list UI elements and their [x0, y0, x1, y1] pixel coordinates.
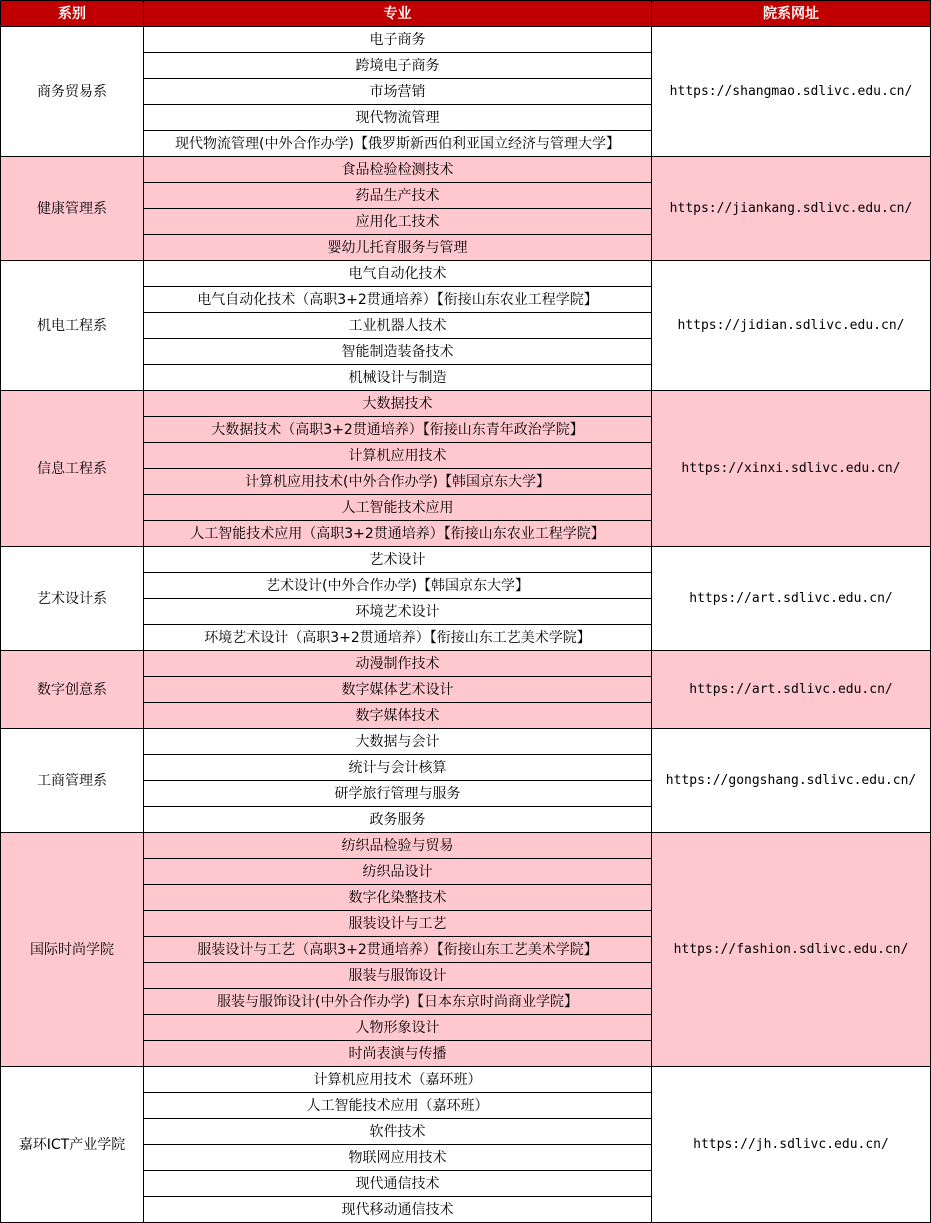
major-name: 服装与服饰设计 — [144, 963, 652, 989]
major-name: 物联网应用技术 — [144, 1145, 652, 1171]
major-name: 服装与服饰设计(中外合作办学)【日本东京时尚商业学院】 — [144, 989, 652, 1015]
major-name: 电子商务 — [144, 27, 652, 53]
major-name: 服装设计与工艺 — [144, 911, 652, 937]
table-row — [1, 27, 931, 53]
department-url: https://xinxi.sdlivc.edu.cn/ — [652, 391, 931, 547]
major-name: 婴幼儿托育服务与管理 — [144, 235, 652, 261]
table-row — [1, 729, 931, 755]
major-name: 计算机应用技术（嘉环班） — [144, 1067, 652, 1093]
header-row — [1, 1, 931, 27]
department-name: 信息工程系 — [1, 391, 144, 547]
major-name: 艺术设计(中外合作办学)【韩国京东大学】 — [144, 573, 652, 599]
major-name: 大数据技术 — [144, 391, 652, 417]
table-row — [1, 651, 931, 677]
major-name: 时尚表演与传播 — [144, 1041, 652, 1067]
department-name: 国际时尚学院 — [1, 833, 144, 1067]
major-name: 统计与会计核算 — [144, 755, 652, 781]
department-url: https://jiankang.sdlivc.edu.cn/ — [652, 157, 931, 261]
major-name: 现代通信技术 — [144, 1171, 652, 1197]
major-name: 人物形象设计 — [144, 1015, 652, 1041]
major-name: 现代物流管理 — [144, 105, 652, 131]
major-name: 电气自动化技术 — [144, 261, 652, 287]
table-row — [1, 833, 931, 859]
department-name: 商务贸易系 — [1, 27, 144, 157]
department-name: 艺术设计系 — [1, 547, 144, 651]
table-row — [1, 547, 931, 573]
major-name: 人工智能技术应用 — [144, 495, 652, 521]
major-name: 艺术设计 — [144, 547, 652, 573]
major-name: 动漫制作技术 — [144, 651, 652, 677]
major-name: 人工智能技术应用（嘉环班） — [144, 1093, 652, 1119]
header-major: 专业 — [144, 1, 652, 27]
major-name: 机械设计与制造 — [144, 365, 652, 391]
header-url: 院系网址 — [652, 1, 931, 27]
table-body — [1, 27, 931, 1223]
major-name: 药品生产技术 — [144, 183, 652, 209]
table-row — [1, 391, 931, 417]
table-row — [1, 261, 931, 287]
department-name: 嘉环ICT产业学院 — [1, 1067, 144, 1223]
major-name: 人工智能技术应用（高职3+2贯通培养）【衔接山东农业工程学院】 — [144, 521, 652, 547]
major-name: 研学旅行管理与服务 — [144, 781, 652, 807]
major-name: 现代移动通信技术 — [144, 1197, 652, 1223]
major-name: 数字媒体艺术设计 — [144, 677, 652, 703]
major-name: 数字化染整技术 — [144, 885, 652, 911]
department-url: https://art.sdlivc.edu.cn/ — [652, 547, 931, 651]
major-name: 环境艺术设计（高职3+2贯通培养）【衔接山东工艺美术学院】 — [144, 625, 652, 651]
major-name: 环境艺术设计 — [144, 599, 652, 625]
department-name: 工商管理系 — [1, 729, 144, 833]
department-url: https://jidian.sdlivc.edu.cn/ — [652, 261, 931, 391]
major-name: 计算机应用技术 — [144, 443, 652, 469]
major-name: 服装设计与工艺（高职3+2贯通培养）【衔接山东工艺美术学院】 — [144, 937, 652, 963]
department-name: 机电工程系 — [1, 261, 144, 391]
major-name: 纺织品设计 — [144, 859, 652, 885]
major-name: 电气自动化技术（高职3+2贯通培养）【衔接山东农业工程学院】 — [144, 287, 652, 313]
major-name: 政务服务 — [144, 807, 652, 833]
department-name: 数字创意系 — [1, 651, 144, 729]
major-name: 跨境电子商务 — [144, 53, 652, 79]
department-url: https://art.sdlivc.edu.cn/ — [652, 651, 931, 729]
major-name: 大数据与会计 — [144, 729, 652, 755]
major-name: 智能制造装备技术 — [144, 339, 652, 365]
major-name: 计算机应用技术(中外合作办学)【韩国京东大学】 — [144, 469, 652, 495]
major-name: 大数据技术（高职3+2贯通培养）【衔接山东青年政治学院】 — [144, 417, 652, 443]
major-name: 应用化工技术 — [144, 209, 652, 235]
major-name: 食品检验检测技术 — [144, 157, 652, 183]
department-url: https://fashion.sdlivc.edu.cn/ — [652, 833, 931, 1067]
department-url: https://shangmao.sdlivc.edu.cn/ — [652, 27, 931, 157]
major-name: 现代物流管理(中外合作办学)【俄罗斯新西伯利亚国立经济与管理大学】 — [144, 131, 652, 157]
major-name: 工业机器人技术 — [144, 313, 652, 339]
major-name: 纺织品检验与贸易 — [144, 833, 652, 859]
major-name: 数字媒体技术 — [144, 703, 652, 729]
major-name: 市场营销 — [144, 79, 652, 105]
table-row — [1, 1067, 931, 1093]
department-url: https://jh.sdlivc.edu.cn/ — [652, 1067, 931, 1223]
table-row — [1, 157, 931, 183]
department-name: 健康管理系 — [1, 157, 144, 261]
major-name: 软件技术 — [144, 1119, 652, 1145]
department-url: https://gongshang.sdlivc.edu.cn/ — [652, 729, 931, 833]
header-department: 系别 — [1, 1, 144, 27]
